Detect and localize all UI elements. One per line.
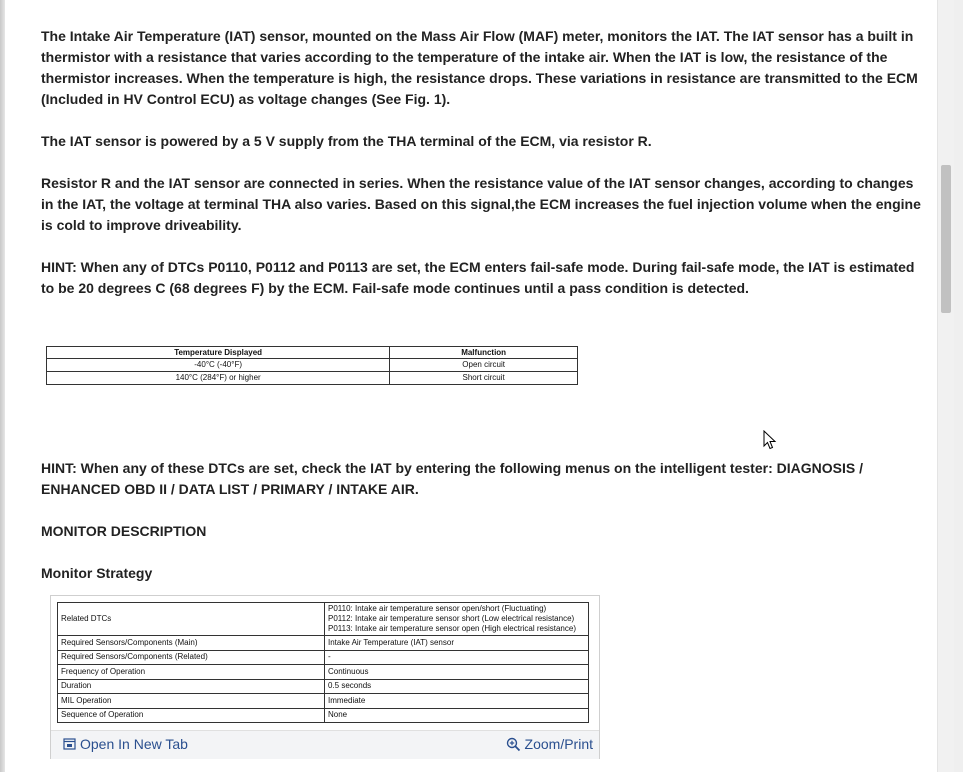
dtc-line: P0113: Intake air temperature sensor open (High electrical resistance) (328, 624, 576, 633)
monitor-strategy-table (57, 602, 589, 723)
open-in-new-tab-label: Open In New Tab (80, 736, 188, 752)
monitor-strategy-figure (50, 595, 600, 759)
table-cell: -40°C (-40°F) (47, 359, 390, 372)
table-row (58, 603, 589, 636)
table-cell: Intake Air Temperature (IAT) sensor (325, 636, 589, 651)
zoom-print-label: Zoom/Print (524, 736, 593, 752)
table-cell: 140°C (284°F) or higher (47, 372, 390, 385)
monitor-section (41, 458, 921, 584)
table-cell: Short circuit (390, 372, 578, 385)
zoom-print-link[interactable] (506, 736, 593, 752)
table-row (47, 372, 578, 385)
table-cell: Required Sensors/Components (Main) (58, 636, 325, 651)
table-cell-related-dtcs (325, 603, 589, 636)
table-cell: Sequence of Operation (58, 708, 325, 723)
table-header-cell: Temperature Displayed (47, 347, 390, 359)
table-cell: Immediate (325, 694, 589, 709)
table-row (58, 679, 589, 694)
table-row (47, 359, 578, 372)
table-cell: Continuous (325, 665, 589, 680)
window-left-edge (0, 0, 5, 772)
table-cell: None (325, 708, 589, 723)
mouse-cursor-icon (763, 430, 777, 450)
heading-monitor-strategy: Monitor Strategy (41, 565, 153, 581)
vertical-scrollbar[interactable] (937, 0, 955, 772)
paragraph-hint-tester: HINT: When any of these DTCs are set, check the IAT by entering the following menus on the intelligent tester: DIAGNOSIS / ENHANCED OBD II / DATA LIST / PRIMARY / INTAKE AIR. (41, 460, 863, 497)
table-row (58, 665, 589, 680)
table-header-cell: Malfunction (390, 347, 578, 359)
paragraph-iat-description: The Intake Air Temperature (IAT) sensor, mounted on the Mass Air Flow (MAF) meter, monitors the IAT. The IAT sensor has a built in thermistor with a resistance that varies according to the temperature of the intake air. When the IAT is low, the resistance of the thermistor increases. When the temperature is high, the resistance drops. These variations in resistance are transmitted to the ECM (Included in HV Control ECU) as voltage changes (See Fig. 1). (41, 28, 918, 107)
table-cell: MIL Operation (58, 694, 325, 709)
heading-monitor-description: MONITOR DESCRIPTION (41, 523, 207, 539)
table-row (58, 636, 589, 651)
table-cell: Frequency of Operation (58, 665, 325, 680)
temperature-table (46, 346, 578, 385)
dtc-line: P0112: Intake air temperature sensor short (Low electrical resistance) (328, 614, 575, 623)
article-content (41, 26, 921, 299)
table-cell: Related DTCs (58, 603, 325, 636)
zoom-in-icon (506, 737, 521, 752)
table-row (58, 694, 589, 709)
paragraph-iat-power: The IAT sensor is powered by a 5 V supply from the THA terminal of the ECM, via resistor R. (41, 133, 652, 149)
table-cell: 0.5 seconds (325, 679, 589, 694)
table-cell: Duration (58, 679, 325, 694)
table-row (58, 708, 589, 723)
table-cell: Required Sensors/Components (Related) (58, 650, 325, 665)
figure-footer (51, 730, 599, 759)
table-cell: Open circuit (390, 359, 578, 372)
dtc-line: P0110: Intake air temperature sensor open/short (Fluctuating) (328, 604, 547, 613)
scrollbar-thumb[interactable] (941, 165, 951, 313)
window-right-edge (954, 0, 963, 772)
open-in-new-tab-icon (63, 738, 76, 750)
open-in-new-tab-link[interactable] (63, 736, 188, 752)
paragraph-resistor-series: Resistor R and the IAT sensor are connected in series. When the resistance value of the IAT sensor changes, according to changes in the IAT, the voltage at terminal THA also varies. Based on this signal,the ECM increases the fuel injection volume when the engine is cold to improve driveability. (41, 175, 921, 233)
paragraph-hint-failsafe: HINT: When any of DTCs P0110, P0112 and P0113 are set, the ECM enters fail-safe mode. During fail-safe mode, the IAT is estimated to be 20 degrees C (68 degrees F) by the ECM. Fail-safe mode continues until a pass condition is detected. (41, 259, 915, 296)
table-cell: - (325, 650, 589, 665)
table-header-row (47, 347, 578, 359)
table-row (58, 650, 589, 665)
